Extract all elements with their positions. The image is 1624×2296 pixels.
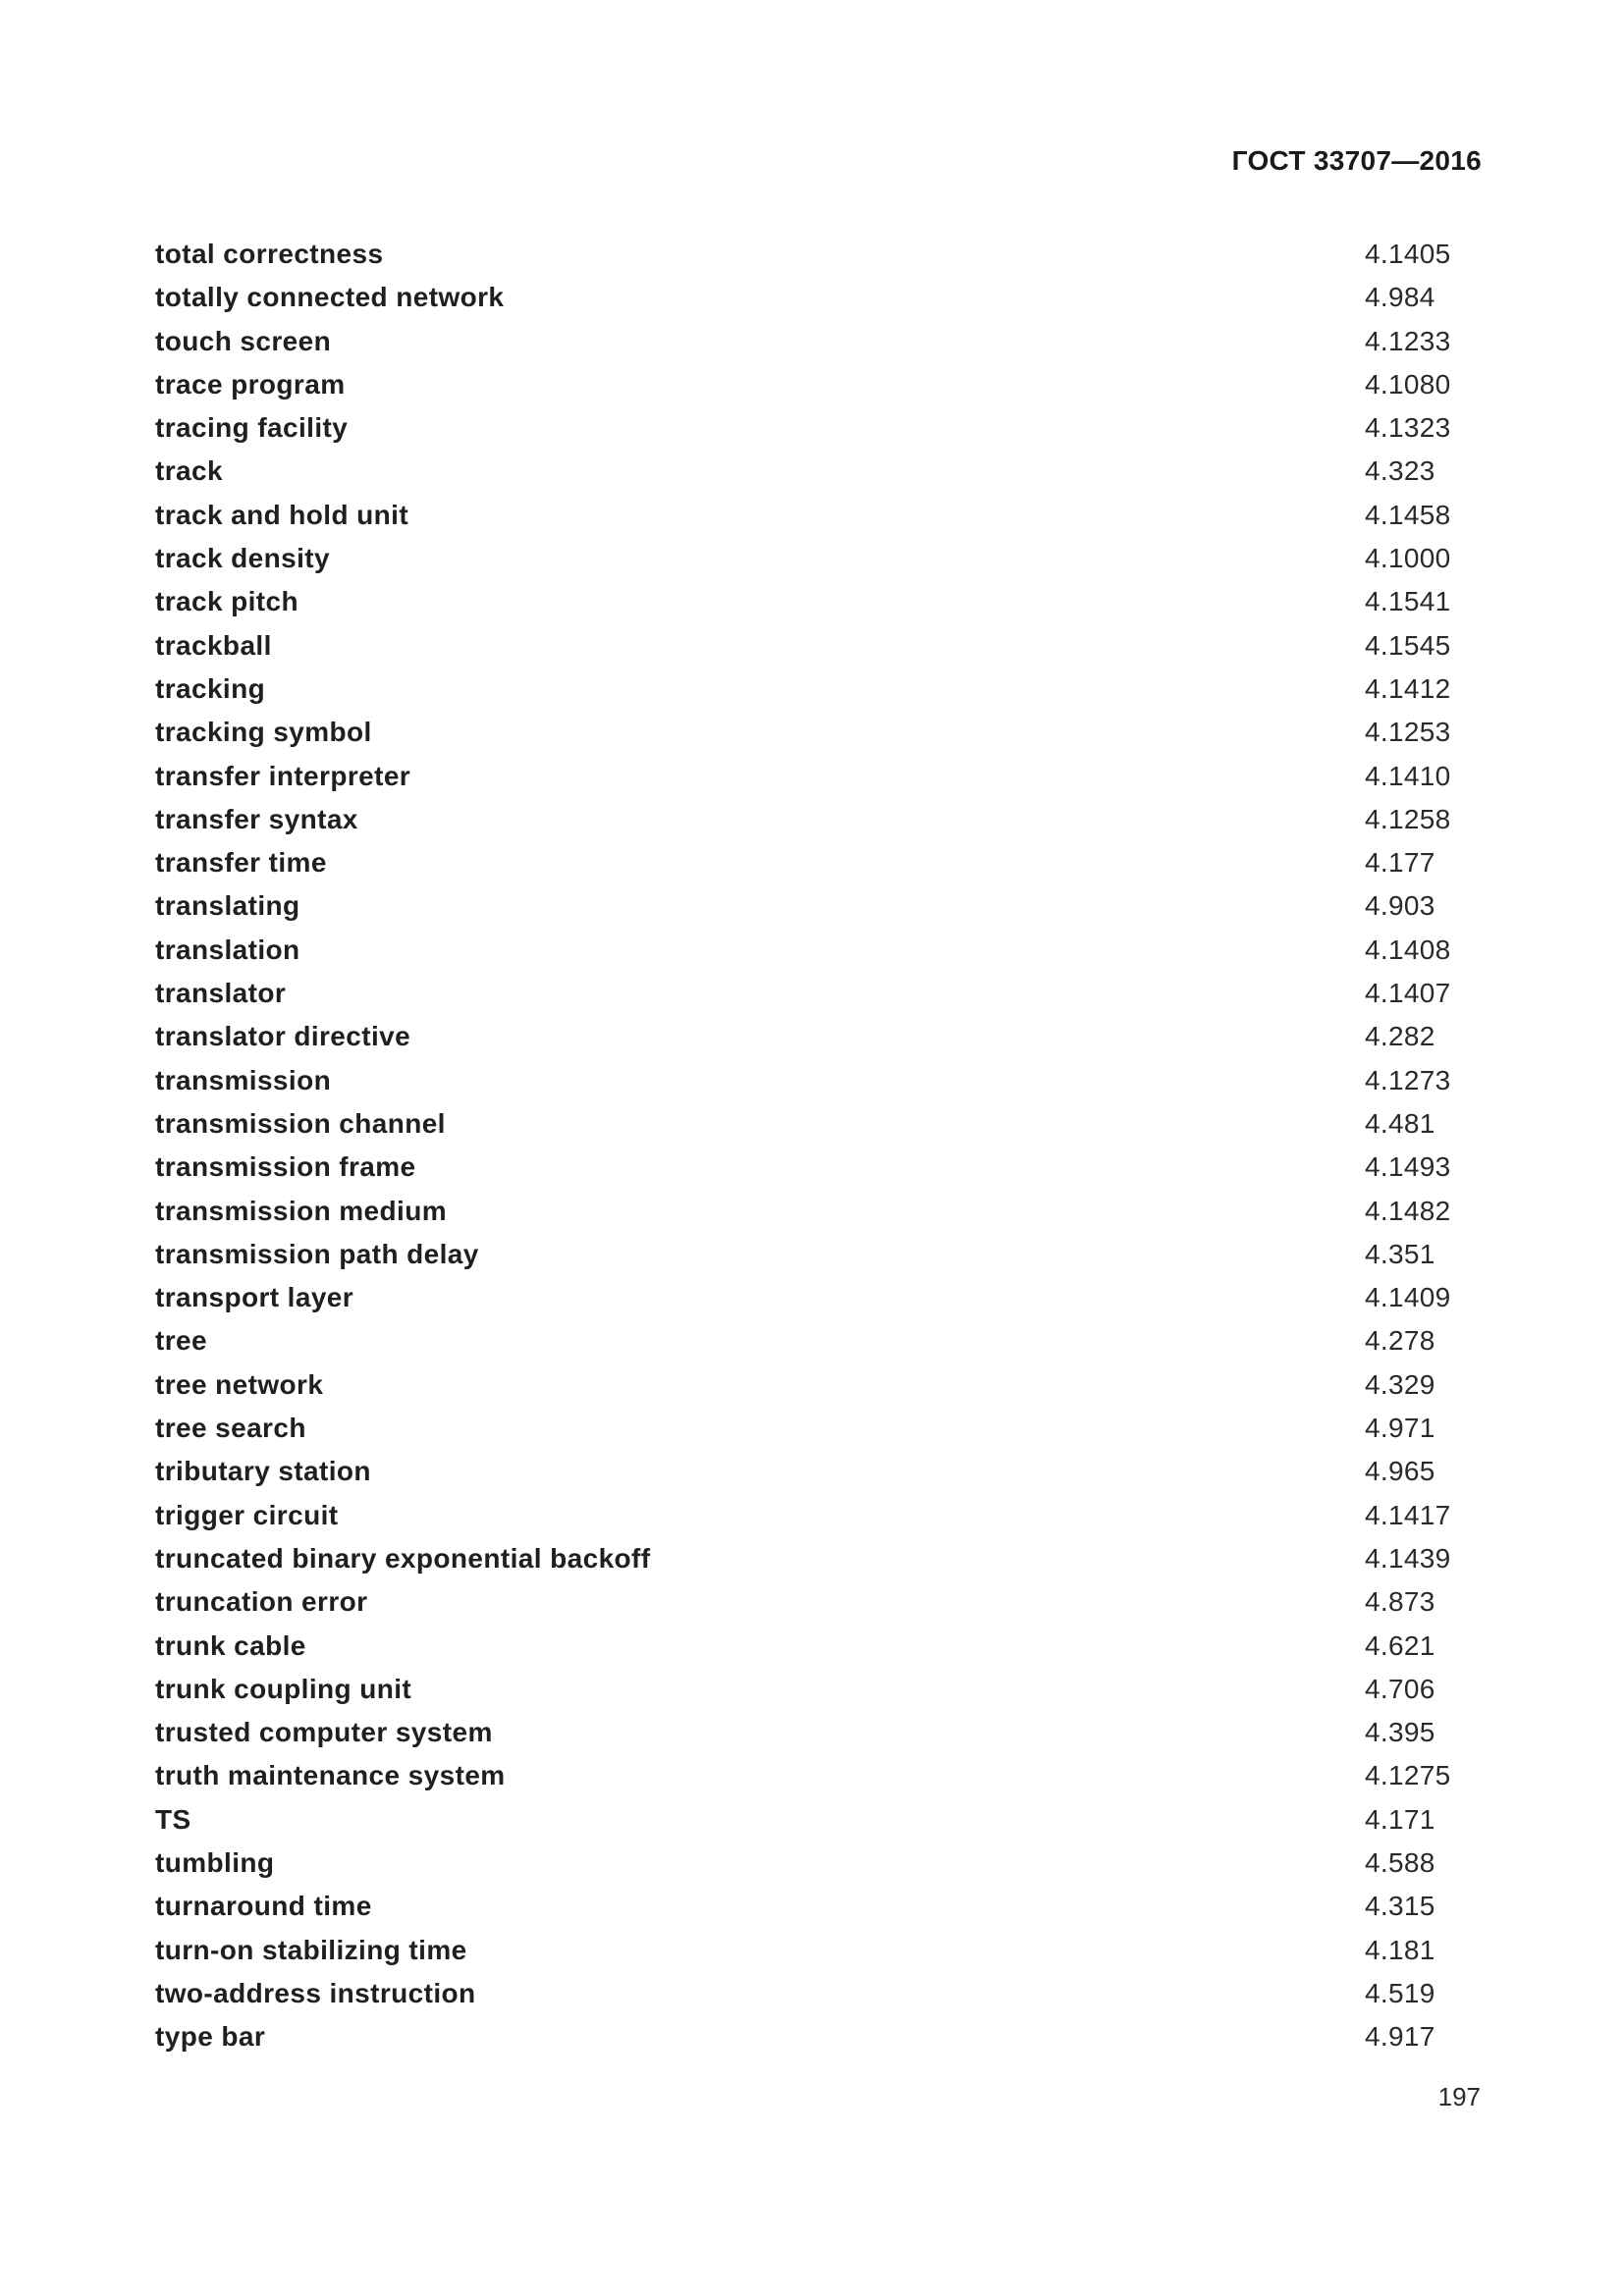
index-reference-number: 4.621 — [1365, 1629, 1435, 1661]
index-reference-number: 4.1080 — [1365, 368, 1451, 400]
index-reference-number: 4.706 — [1365, 1673, 1435, 1704]
index-reference-number: 4.323 — [1365, 455, 1435, 487]
index-term: translator — [155, 978, 287, 1009]
index-entry — [155, 929, 1471, 972]
index-term: total correctness — [155, 239, 384, 269]
index-reference-number: 4.351 — [1365, 1238, 1435, 1269]
index-entry — [155, 1842, 1471, 1885]
index-entry — [155, 233, 1471, 276]
index-entry — [155, 1537, 1471, 1580]
index-entry — [155, 1363, 1471, 1407]
index-entry — [155, 667, 1471, 711]
index-term: trusted computer system — [155, 1717, 493, 1748]
index-reference-number: 4.315 — [1365, 1891, 1435, 1922]
index-term: tracking — [155, 672, 266, 704]
index-term: truncated binary exponential backoff — [155, 1542, 651, 1574]
index-reference-number: 4.965 — [1365, 1456, 1435, 1487]
index-term: totally connected network — [155, 282, 505, 313]
index-entry — [155, 1711, 1471, 1754]
index-entry — [155, 1233, 1471, 1276]
index-term: tree search — [155, 1413, 306, 1444]
index-entry — [155, 1059, 1471, 1102]
index-reference-number: 4.1439 — [1365, 1542, 1451, 1574]
index-reference-number: 4.1405 — [1365, 239, 1451, 269]
index-entry — [155, 841, 1471, 884]
index-entry — [155, 1494, 1471, 1537]
index-reference-number: 4.1541 — [1365, 586, 1451, 617]
index-reference-number: 4.1253 — [1365, 717, 1451, 748]
term-index-list — [155, 233, 1471, 2058]
index-term: track — [155, 455, 223, 487]
index-term: TS — [155, 1803, 191, 1835]
index-entry — [155, 1929, 1471, 1972]
index-entry — [155, 363, 1471, 406]
index-reference-number: 4.481 — [1365, 1107, 1435, 1139]
index-reference-number: 4.1458 — [1365, 499, 1451, 530]
index-term: transmission medium — [155, 1195, 448, 1226]
index-entry — [155, 494, 1471, 537]
index-reference-number: 4.282 — [1365, 1021, 1435, 1052]
index-term: trackball — [155, 629, 272, 661]
index-reference-number: 4.1409 — [1365, 1282, 1451, 1313]
index-term: transport layer — [155, 1282, 354, 1313]
index-term: translating — [155, 890, 300, 922]
index-reference-number: 4.1233 — [1365, 325, 1451, 356]
index-reference-number: 4.1408 — [1365, 934, 1451, 965]
index-term: trunk cable — [155, 1629, 306, 1661]
index-term: track density — [155, 543, 330, 574]
index-term: tracing facility — [155, 412, 349, 444]
index-reference-number: 4.903 — [1365, 890, 1435, 922]
index-reference-number: 4.1493 — [1365, 1151, 1451, 1183]
index-entry — [155, 1450, 1471, 1493]
index-term: trace program — [155, 368, 346, 400]
index-term: trigger circuit — [155, 1499, 339, 1530]
index-reference-number: 4.329 — [1365, 1368, 1435, 1400]
index-term: transmission — [155, 1064, 332, 1095]
index-entry — [155, 624, 1471, 667]
index-reference-number: 4.984 — [1365, 282, 1435, 313]
index-reference-number: 4.917 — [1365, 2021, 1435, 2053]
index-reference-number: 4.1410 — [1365, 760, 1451, 791]
index-entry — [155, 798, 1471, 841]
index-term: tree network — [155, 1368, 324, 1400]
index-entry — [155, 972, 1471, 1015]
index-term: track pitch — [155, 586, 298, 617]
index-reference-number: 4.1000 — [1365, 543, 1451, 574]
index-term: type bar — [155, 2021, 266, 2053]
index-term: transmission frame — [155, 1151, 416, 1183]
index-entry — [155, 1668, 1471, 1711]
index-reference-number: 4.1545 — [1365, 629, 1451, 661]
index-reference-number: 4.1482 — [1365, 1195, 1451, 1226]
index-reference-number: 4.519 — [1365, 1977, 1435, 2008]
index-term: tumbling — [155, 1846, 275, 1878]
index-entry — [155, 320, 1471, 363]
index-reference-number: 4.1275 — [1365, 1760, 1451, 1791]
index-term: transmission path delay — [155, 1238, 479, 1269]
index-term: turnaround time — [155, 1891, 372, 1922]
index-entry — [155, 1146, 1471, 1189]
document-header: ГОСТ 33707—2016 — [1231, 145, 1482, 176]
index-reference-number: 4.1417 — [1365, 1499, 1451, 1530]
index-term: track and hold unit — [155, 499, 409, 530]
index-entry — [155, 1580, 1471, 1624]
index-entry — [155, 276, 1471, 319]
index-entry — [155, 1972, 1471, 2015]
index-reference-number: 4.171 — [1365, 1803, 1435, 1835]
index-entry — [155, 537, 1471, 580]
index-entry — [155, 450, 1471, 493]
index-reference-number: 4.1412 — [1365, 672, 1451, 704]
index-term: transfer time — [155, 847, 327, 879]
index-entry — [155, 1885, 1471, 1928]
index-term: trunk coupling unit — [155, 1673, 412, 1704]
index-term: tributary station — [155, 1456, 371, 1487]
index-entry — [155, 1754, 1471, 1797]
index-entry — [155, 1798, 1471, 1842]
index-term: two-address instruction — [155, 1977, 476, 2008]
index-term: translation — [155, 934, 300, 965]
index-entry — [155, 755, 1471, 798]
index-reference-number: 4.1407 — [1365, 978, 1451, 1009]
index-reference-number: 4.395 — [1365, 1717, 1435, 1748]
index-term: translator directive — [155, 1021, 411, 1052]
index-entry — [155, 1190, 1471, 1233]
index-reference-number: 4.1273 — [1365, 1064, 1451, 1095]
index-entry — [155, 1102, 1471, 1146]
index-reference-number: 4.177 — [1365, 847, 1435, 879]
index-reference-number: 4.588 — [1365, 1846, 1435, 1878]
index-term: tree — [155, 1325, 207, 1357]
index-entry — [155, 1276, 1471, 1319]
index-reference-number: 4.181 — [1365, 1934, 1435, 1965]
index-term: tracking symbol — [155, 717, 372, 748]
index-entry — [155, 1319, 1471, 1362]
index-reference-number: 4.278 — [1365, 1325, 1435, 1357]
index-entry — [155, 1407, 1471, 1450]
index-entry — [155, 406, 1471, 450]
index-entry — [155, 580, 1471, 623]
index-reference-number: 4.971 — [1365, 1413, 1435, 1444]
index-entry — [155, 1015, 1471, 1058]
index-term: transfer syntax — [155, 803, 358, 834]
index-entry — [155, 711, 1471, 754]
index-entry — [155, 2015, 1471, 2058]
index-reference-number: 4.873 — [1365, 1586, 1435, 1618]
index-term: truth maintenance system — [155, 1760, 506, 1791]
index-entry — [155, 1625, 1471, 1668]
index-term: truncation error — [155, 1586, 368, 1618]
index-term: transmission channel — [155, 1107, 446, 1139]
index-entry — [155, 884, 1471, 928]
index-reference-number: 4.1258 — [1365, 803, 1451, 834]
index-reference-number: 4.1323 — [1365, 412, 1451, 444]
index-term: transfer interpreter — [155, 760, 411, 791]
index-term: turn-on stabilizing time — [155, 1934, 467, 1965]
index-term: touch screen — [155, 325, 332, 356]
page-number: 197 — [1437, 2082, 1481, 2111]
